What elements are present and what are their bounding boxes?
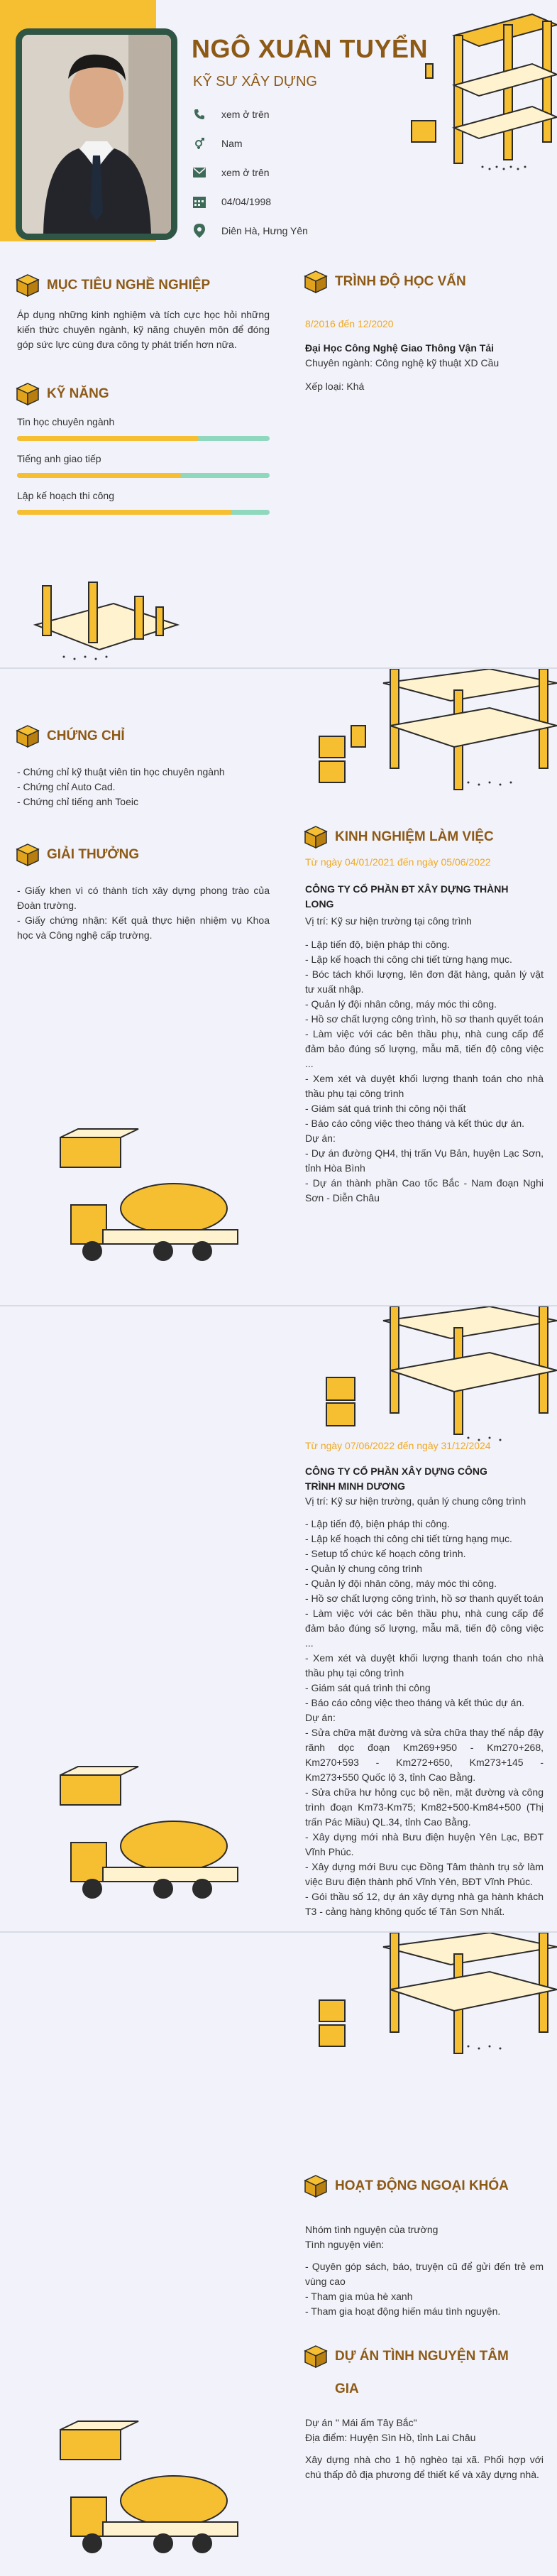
skills-title: KỸ NĂNG (47, 386, 109, 401)
candidate-title: KỸ SƯ XÂY DỰNG (193, 74, 317, 89)
certificate-item: - Chứng chỉ tiếng anh Toeic (17, 796, 138, 807)
volunteer-title: DỰ ÁN TÌNH NGUYỆN TÂM GIA (335, 2349, 509, 2396)
experience-heading (304, 825, 494, 849)
awards-heading (16, 843, 139, 867)
job-position: Vị trí: Kỹ sư hiện trường tại công trình (305, 915, 472, 927)
duty-item: - Xây dựng mới Bưu cục Đồng Tâm thành trụ sở làm việc Bưu điện thành phố Vĩnh Yên, BĐT Vĩnh Phúc. (305, 1861, 544, 1887)
volunteer-heading (304, 2345, 519, 2406)
certificate-item: - Chứng chỉ Auto Cad. (17, 781, 116, 792)
contact-address (192, 223, 308, 239)
contact-email (192, 165, 270, 180)
avatar (16, 28, 177, 240)
duty-item: - Xây dựng mới nhà Bưu điện huyện Yên Lạc, BĐT Vĩnh Phúc. (305, 1831, 544, 1857)
cube-icon (16, 273, 40, 298)
certificates-title: CHỨNG CHỈ (47, 728, 125, 743)
job-duties (305, 937, 544, 1206)
education-grade: Xếp loại: Khá (305, 381, 365, 392)
activities-list (305, 2222, 544, 2319)
education-date: 8/2016 đến 12/2020 (305, 318, 394, 329)
volunteer-item: Xây dựng nhà cho 1 hộ nghèo tại xã. Phối hợp với chú thấp đỏ địa phương để thiết kế và xây dựng nhà. (305, 2454, 544, 2480)
scaffold-frame-illustration (28, 568, 184, 667)
job-date: Từ ngày 04/01/2021 đến ngày 05/06/2022 (305, 856, 491, 868)
education-heading (304, 270, 466, 294)
skill-label: Tiếng anh giao tiếp (17, 453, 101, 464)
email-icon (192, 165, 207, 180)
duty-item: - Quản lý đội nhân công, máy móc thi công. (305, 1578, 497, 1589)
skills-heading (16, 382, 109, 406)
duty-item: - Lập kế hoạch thi công chi tiết từng hạng mục. (305, 954, 512, 965)
activity-item: Tình nguyện viên: (305, 2239, 385, 2250)
phone-icon (192, 107, 207, 122)
duty-item: - Lập tiến độ, biện pháp thi công. (305, 1518, 450, 1529)
cube-icon (304, 270, 328, 294)
education-school: Đại Học Công Nghệ Giao Thông Vận Tải (305, 342, 495, 354)
objective-heading (16, 273, 210, 298)
objective-text: Áp dụng những kinh nghiệm và tích cực học hỏi những kiến thức chuyên ngành, kỹ năng chuyên môn để đóng góp sức lực cùng đưa công ty phát triển hơn nữa. (17, 309, 270, 350)
tanker-truck-illustration (50, 2416, 241, 2572)
skill-bar-fill (17, 473, 181, 478)
job-company: CÔNG TY CỔ PHẦN XÂY DỰNG CÔNG TRÌNH MINH DƯƠNG (305, 1466, 487, 1492)
activities-heading (304, 2174, 509, 2198)
contact-phone-text: xem ở trên (221, 109, 270, 120)
cv-page-2 (0, 669, 557, 1305)
skill-label: Lập kế hoạch thi công (17, 490, 114, 501)
cube-icon (16, 843, 40, 867)
duty-item: - Sửa chữa hư hỏng cục bộ nền, mặt đường và công trình đoạn Km73-Km75; Km82+500-Km84+500 (Thị trấn Pác Miầu) QL.34, tỉnh Cao Bằng. (305, 1786, 544, 1828)
skill-bar (17, 510, 270, 515)
building-scaffold-illustration (312, 1306, 557, 1448)
contact-gender-text: Nam (221, 138, 243, 149)
activities-title: HOẠT ĐỘNG NGOẠI KHÓA (335, 2178, 509, 2193)
activity-item: - Tham gia mùa hè xanh (305, 2291, 413, 2302)
duty-item: - Làm việc với các bên thầu phụ, nhà cung cấp để đảm bảo đúng số lượng, mẫu mã, tiến độ công việc ... (305, 1028, 544, 1069)
duty-item: - Quản lý chung công trình (305, 1563, 422, 1574)
calendar-icon (192, 194, 207, 209)
duty-item: - Báo cáo công việc theo tháng và kết thúc dự án. (305, 1697, 525, 1708)
duty-item: - Báo cáo công việc theo tháng và kết thúc dự án. (305, 1118, 525, 1129)
award-item: - Giấy khen vì có thành tích xây dựng phong trào của Đoàn trường. (17, 885, 270, 911)
duty-item: - Lập tiến độ, biện pháp thi công. (305, 939, 450, 950)
job-duties (305, 1517, 544, 1919)
certificates-list (17, 765, 272, 809)
duty-item: Dự án: (305, 1712, 336, 1723)
contact-address-text: Diên Hà, Hưng Yên (221, 225, 308, 236)
skill-bar-fill (17, 510, 232, 515)
cube-icon (304, 2174, 328, 2198)
duty-item: - Hồ sơ chất lượng công trình, hồ sơ thanh quyết toán (305, 1593, 544, 1604)
duty-item: - Làm việc với các bên thầu phụ, nhà cung cấp để đảm bảo đúng số lượng, mẫu mã, tiến độ công việc ... (305, 1608, 544, 1649)
skill-bar (17, 436, 270, 441)
candidate-name: NGÔ XUÂN TUYỂN (192, 34, 429, 63)
job-position: Vị trí: Kỹ sư hiện trường, quản lý chung công trình (305, 1495, 526, 1507)
duty-item: Dự án: (305, 1133, 336, 1144)
volunteer-item: Dự án " Mái ấm Tây Bắc" (305, 2417, 417, 2428)
duty-item: - Xem xét và duyệt khối lượng thanh toán cho nhà thầu phụ tại công trình (305, 1652, 544, 1679)
awards-list (17, 883, 270, 943)
cv-page-4 (0, 1933, 557, 2576)
job-company: CÔNG TY CỔ PHẦN ĐT XÂY DỰNG THÀNH LONG (305, 883, 509, 910)
contact-gender (192, 136, 243, 151)
cv-page-3 (0, 1306, 557, 1931)
skill-label: Tin học chuyên ngành (17, 416, 115, 427)
activity-item: - Quyên góp sách, báo, truyện cũ để gửi đến trẻ em vùng cao (305, 2261, 544, 2287)
duty-item: - Gói thầu số 12, dự án xây dựng nhà ga hành khách T3 - cảng hàng không quốc tế Tân Sơn Nhất. (305, 1891, 544, 1917)
contact-email-text: xem ở trên (221, 167, 270, 178)
duty-item: - Setup tổ chức kế hoạch công trình. (305, 1548, 466, 1559)
duty-item: - Giám sát quá trình thi công (305, 1682, 431, 1693)
duty-item: - Xem xét và duyệt khối lượng thanh toán cho nhà thầu phụ tại công trình (305, 1073, 544, 1099)
cv-page-1 (0, 0, 557, 667)
cube-icon (304, 825, 328, 849)
building-scaffold-illustration (397, 7, 557, 178)
cube-icon (16, 724, 40, 748)
volunteer-list (305, 2416, 544, 2482)
building-scaffold-illustration (312, 669, 557, 793)
duty-item: - Hồ sơ chất lượng công trình, hồ sơ thanh quyết toán (305, 1013, 544, 1025)
education-title: TRÌNH ĐỘ HỌC VẤN (335, 274, 466, 289)
contact-birthday-text: 04/04/1998 (221, 196, 272, 207)
volunteer-item: Địa điểm: Huyện Sìn Hồ, tỉnh Lai Châu (305, 2432, 476, 2443)
awards-title: GIẢI THƯỞNG (47, 847, 140, 862)
cube-icon (304, 2345, 328, 2369)
location-icon (192, 223, 207, 239)
skill-bar (17, 473, 270, 478)
tanker-truck-illustration (50, 1761, 241, 1917)
building-scaffold-illustration (312, 1933, 557, 2057)
tanker-truck-illustration (50, 1123, 241, 1279)
duty-item: - Giám sát quá trình thi công nội thất (305, 1103, 466, 1114)
gender-icon (192, 136, 207, 151)
duty-item: - Dự án thành phần Cao tốc Bắc - Nam đoạn Nghi Sơn - Diễn Châu (305, 1177, 544, 1204)
duty-item: - Lập kế hoạch thi công chi tiết từng hạng mục. (305, 1533, 512, 1544)
objective-title: MỤC TIÊU NGHỀ NGHIỆP (47, 278, 211, 293)
contact-birthday (192, 194, 271, 209)
job-date: Từ ngày 07/06/2022 đến ngày 31/12/2024 (305, 1440, 491, 1451)
contact-phone (192, 107, 270, 122)
certificate-item: - Chứng chỉ kỹ thuật viên tin học chuyên ngành (17, 766, 225, 777)
award-item: - Giấy chứng nhận: Kết quả thực hiện nhiệm vụ Khoa học và Công nghệ cấp trường. (17, 915, 270, 941)
duty-item: - Quản lý đội nhân công, máy móc thi công. (305, 998, 497, 1010)
education-major: Chuyên ngành: Công nghệ kỹ thuật XD Cầu (305, 357, 500, 369)
activity-item: - Tham gia hoạt động hiến máu tình nguyện. (305, 2305, 501, 2317)
skill-bar-fill (17, 436, 199, 441)
duty-item: - Bóc tách khối lượng, lên đơn đặt hàng, quản lý vật tư xuất nhập. (305, 968, 544, 995)
activity-item: Nhóm tình nguyện của trường (305, 2224, 439, 2235)
experience-title: KINH NGHIỆM LÀM VIỆC (335, 829, 494, 844)
certificates-heading (16, 724, 125, 748)
duty-item: - Dự án đường QH4, thị trấn Vụ Bản, huyện Lạc Sơn, tỉnh Hòa Bình (305, 1147, 544, 1174)
cube-icon (16, 382, 40, 406)
duty-item: - Sửa chữa mặt đường và sửa chữa thay thế nắp đậy rãnh dọc đoạn Km269+950 - Km270+268, Km270+593 - Km272+650, Km273+145 - Km273+550 Quốc lộ 3, tỉnh Cao Bằng. (305, 1727, 544, 1783)
